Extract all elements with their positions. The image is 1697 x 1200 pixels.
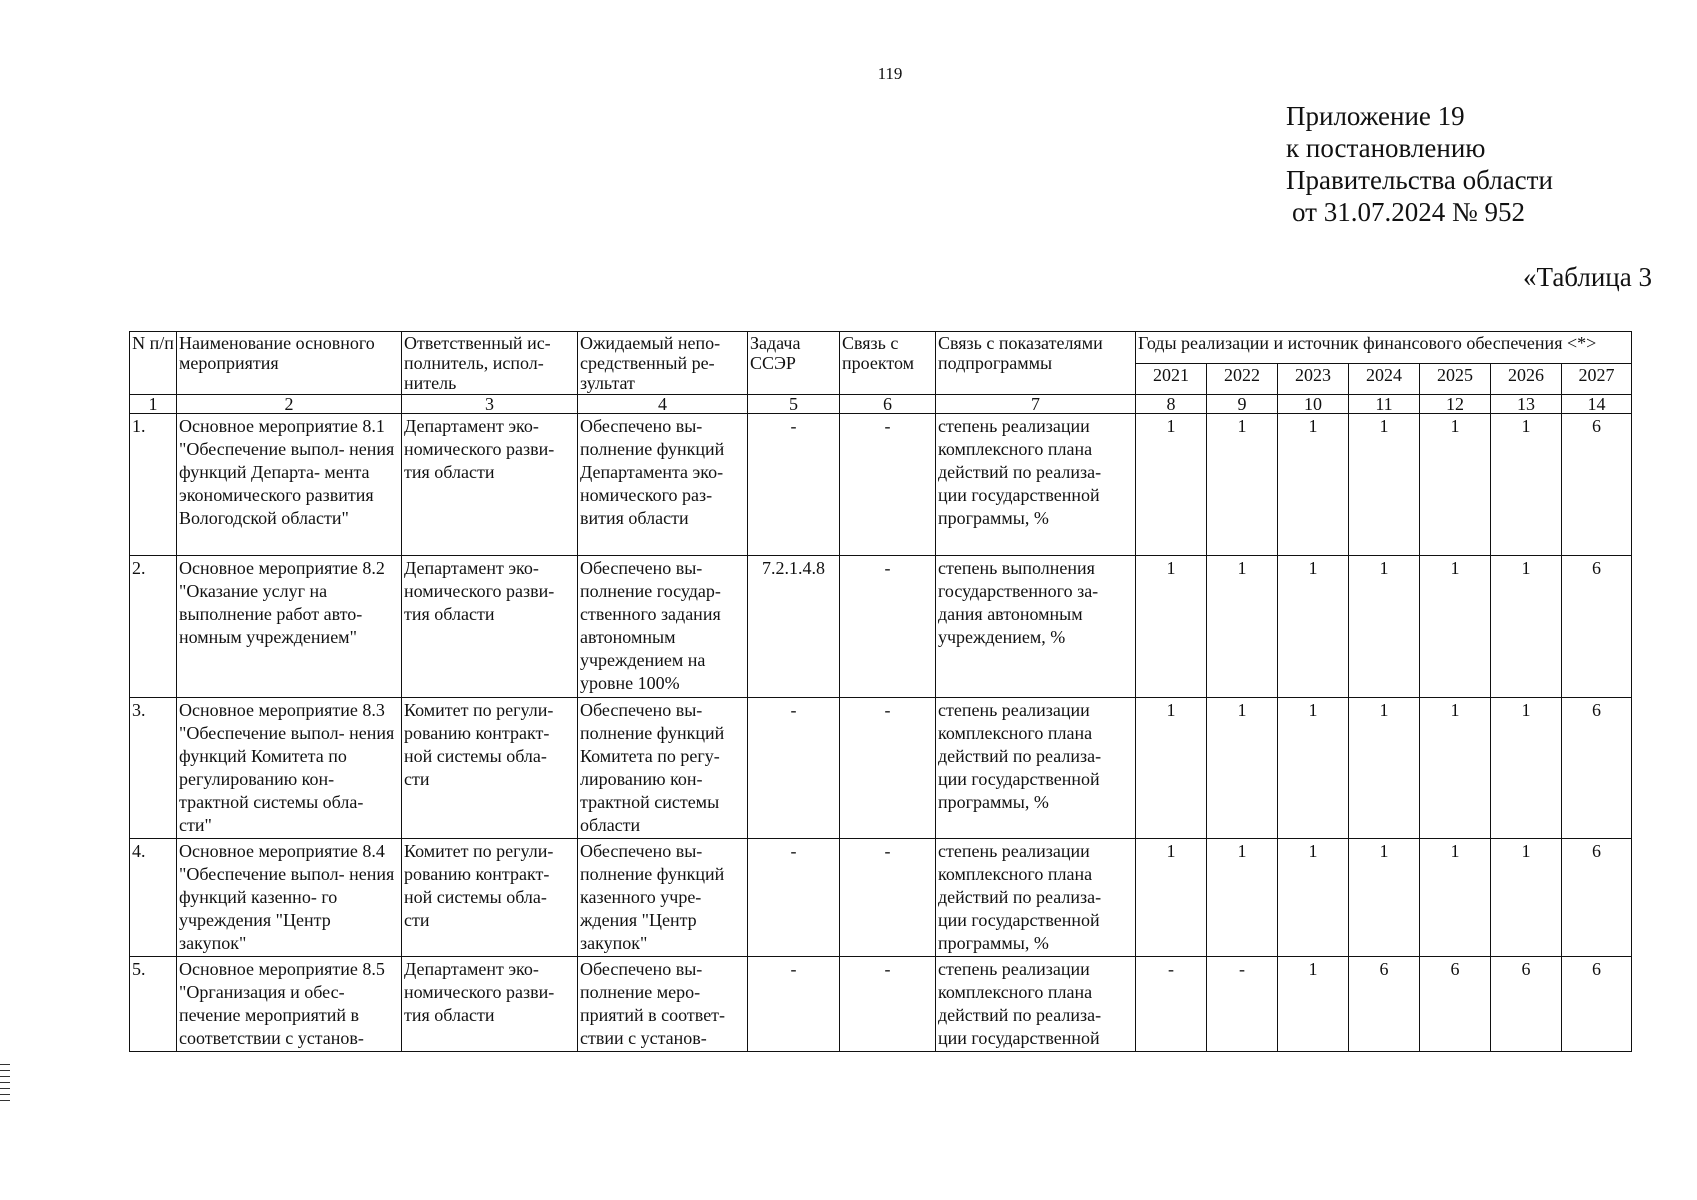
- header-indicators: Связь с показателями подпрограммы: [936, 332, 1136, 395]
- row-result: Обеспечено вы- полнение меро- приятий в соответ- ствии с установ-: [578, 957, 748, 1052]
- table-row: [130, 556, 1632, 698]
- header-years-group: Годы реализации и источник финансового обеспечения <*>: [1136, 332, 1632, 364]
- table-label: «Таблица 3: [1523, 262, 1652, 292]
- row-year-value: 6: [1562, 839, 1632, 957]
- row-num: 2.: [130, 556, 177, 698]
- header-year-2025: 2025: [1420, 363, 1491, 395]
- column-number: 9: [1207, 395, 1278, 414]
- row-year-value: 1: [1136, 556, 1207, 698]
- header-year-2021: 2021: [1136, 363, 1207, 395]
- column-number: 12: [1420, 395, 1491, 414]
- column-number: 7: [936, 395, 1136, 414]
- row-indicator: степень реализации комплексного плана действий по реализа- ции государственной программы, %: [936, 698, 1136, 839]
- table-row: [130, 839, 1632, 957]
- row-task: -: [748, 957, 840, 1052]
- row-indicator: степень выполнения государственного за- дания автономным учреждением, %: [936, 556, 1136, 698]
- row-num: 3.: [130, 698, 177, 839]
- header-name: Наименование основного мероприятия: [177, 332, 402, 395]
- header-year-2024: 2024: [1349, 363, 1420, 395]
- row-project: -: [840, 414, 936, 556]
- scan-edge-mark: [0, 1064, 10, 1104]
- row-year-value: 6: [1491, 957, 1562, 1052]
- row-year-value: 1: [1349, 556, 1420, 698]
- appendix-line-1: Приложение 19: [1286, 101, 1465, 131]
- row-result: Обеспечено вы- полнение функций Комитета по регу- лированию кон- трактной системы области: [578, 698, 748, 839]
- row-year-value: 1: [1420, 556, 1491, 698]
- activities-table: [129, 331, 1632, 1052]
- row-project: -: [840, 698, 936, 839]
- row-year-value: 1: [1278, 839, 1349, 957]
- row-result: Обеспечено вы- полнение функций казенного учре- ждения "Центр закупок": [578, 839, 748, 957]
- row-year-value: 1: [1420, 414, 1491, 556]
- column-number: 13: [1491, 395, 1562, 414]
- row-year-value: 6: [1349, 957, 1420, 1052]
- row-year-value: -: [1207, 957, 1278, 1052]
- row-year-value: 1: [1136, 839, 1207, 957]
- row-year-value: 6: [1562, 414, 1632, 556]
- appendix-line-3: Правительства области: [1286, 165, 1553, 195]
- row-year-value: 6: [1562, 556, 1632, 698]
- header-row: [130, 332, 1632, 364]
- row-year-value: 6: [1420, 957, 1491, 1052]
- row-num: 5.: [130, 957, 177, 1052]
- row-year-value: 1: [1491, 839, 1562, 957]
- row-executor: Департамент эко- номического разви- тия области: [402, 957, 578, 1052]
- header-task: Задача ССЭР: [748, 332, 840, 395]
- row-indicator: степень реализации комплексного плана действий по реализа- ции государственной программы, %: [936, 414, 1136, 556]
- row-name: Основное мероприятие 8.2 "Оказание услуг на выполнение работ авто- номным учреждением": [177, 556, 402, 698]
- column-number: 1: [130, 395, 177, 414]
- row-executor: Департамент эко- номического разви- тия области: [402, 556, 578, 698]
- row-num: 1.: [130, 414, 177, 556]
- header-year-2026: 2026: [1491, 363, 1562, 395]
- row-task: -: [748, 698, 840, 839]
- column-number: 4: [578, 395, 748, 414]
- column-number: 14: [1562, 395, 1632, 414]
- row-result: Обеспечено вы- полнение государ- ственного задания автономным учреждением на уровне 100%: [578, 556, 748, 698]
- row-year-value: 1: [1207, 556, 1278, 698]
- row-year-value: 1: [1136, 414, 1207, 556]
- row-year-value: 1: [1207, 414, 1278, 556]
- row-year-value: -: [1136, 957, 1207, 1052]
- row-year-value: 1: [1491, 698, 1562, 839]
- row-year-value: 1: [1491, 414, 1562, 556]
- page-number: 119: [877, 64, 903, 83]
- column-number: 10: [1278, 395, 1349, 414]
- row-year-value: 1: [1349, 839, 1420, 957]
- header-year-2027: 2027: [1562, 363, 1632, 395]
- column-number: 3: [402, 395, 578, 414]
- header-project: Связь с проектом: [840, 332, 936, 395]
- row-name: Основное мероприятие 8.4 "Обеспечение выпол- нения функций казенно- го учреждения "Центр закупок": [177, 839, 402, 957]
- row-year-value: 1: [1207, 839, 1278, 957]
- row-year-value: 1: [1349, 698, 1420, 839]
- row-project: -: [840, 957, 936, 1052]
- row-year-value: 1: [1278, 957, 1349, 1052]
- row-year-value: 1: [1420, 698, 1491, 839]
- row-year-value: 1: [1491, 556, 1562, 698]
- row-project: -: [840, 839, 936, 957]
- row-project: -: [840, 556, 936, 698]
- column-number: 2: [177, 395, 402, 414]
- table-row: [130, 414, 1632, 556]
- row-result: Обеспечено вы- полнение функций Департамента эко- номического раз- вития области: [578, 414, 748, 556]
- column-number: 6: [840, 395, 936, 414]
- column-number: 11: [1349, 395, 1420, 414]
- table-row: [130, 957, 1632, 1052]
- row-year-value: 1: [1278, 414, 1349, 556]
- appendix-block: [1286, 100, 1553, 228]
- table-row: [130, 698, 1632, 839]
- column-number-row: [130, 395, 1632, 414]
- row-executor: Комитет по регули- рованию контракт- ной системы обла- сти: [402, 839, 578, 957]
- header-executor: Ответственный ис- полнитель, испол- нитель: [402, 332, 578, 395]
- row-year-value: 1: [1278, 698, 1349, 839]
- appendix-line-2: к постановлению: [1286, 133, 1486, 163]
- row-year-value: 1: [1136, 698, 1207, 839]
- row-year-value: 1: [1278, 556, 1349, 698]
- header-num: N п/п: [130, 332, 177, 395]
- column-number: 8: [1136, 395, 1207, 414]
- row-executor: Комитет по регули- рованию контракт- ной системы обла- сти: [402, 698, 578, 839]
- row-task: -: [748, 839, 840, 957]
- row-name: Основное мероприятие 8.1 "Обеспечение выпол- нения функций Департа- мента экономического развития Вологодской области": [177, 414, 402, 556]
- header-result: Ожидаемый непо- средственный ре- зультат: [578, 332, 748, 395]
- row-year-value: 1: [1207, 698, 1278, 839]
- row-num: 4.: [130, 839, 177, 957]
- header-year-2022: 2022: [1207, 363, 1278, 395]
- row-year-value: 1: [1349, 414, 1420, 556]
- row-indicator: степень реализации комплексного плана действий по реализа- ции государственной программы, %: [936, 839, 1136, 957]
- row-year-value: 6: [1562, 698, 1632, 839]
- row-name: Основное мероприятие 8.3 "Обеспечение выпол- нения функций Комитета по регулированию кон- трактной системы обла- сти": [177, 698, 402, 839]
- appendix-line-4: от 31.07.2024 № 952: [1292, 197, 1525, 227]
- row-year-value: 6: [1562, 957, 1632, 1052]
- header-year-2023: 2023: [1278, 363, 1349, 395]
- row-executor: Департамент эко- номического разви- тия области: [402, 414, 578, 556]
- row-task: 7.2.1.4.8: [748, 556, 840, 698]
- row-indicator: степень реализации комплексного плана действий по реализа- ции государственной: [936, 957, 1136, 1052]
- row-task: -: [748, 414, 840, 556]
- row-name: Основное мероприятие 8.5 "Организация и обес- печение мероприятий в соответствии с установ-: [177, 957, 402, 1052]
- column-number: 5: [748, 395, 840, 414]
- row-year-value: 1: [1420, 839, 1491, 957]
